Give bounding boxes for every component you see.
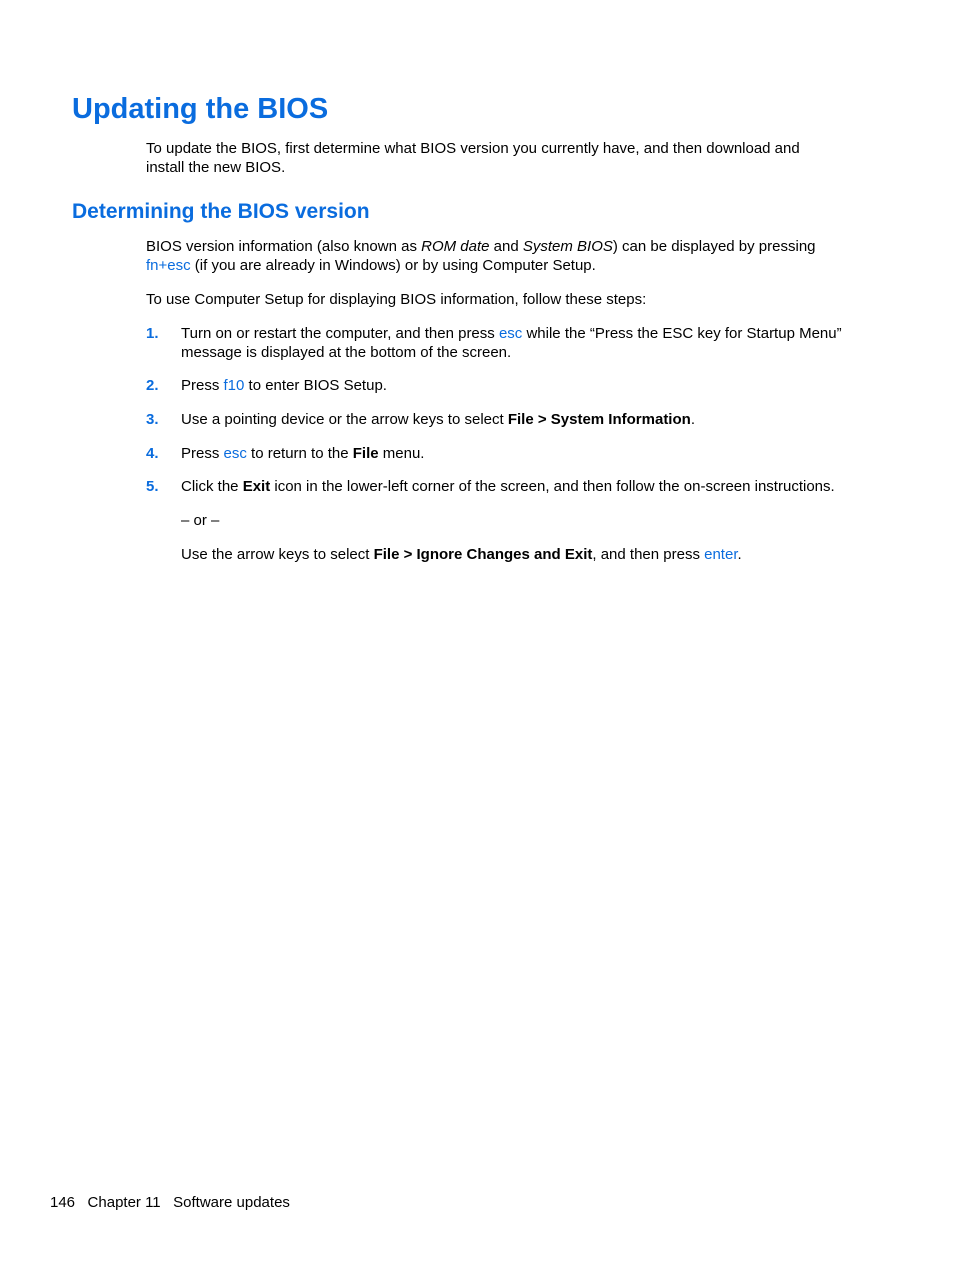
footer-section: Software updates <box>173 1194 290 1211</box>
system-bios-term: System BIOS <box>522 238 613 255</box>
step-1-text-line-1: Turn on or restart the computer, and then press esc while the “Press the ESC key for Startup Menu” <box>181 325 842 342</box>
step-4-text: Press esc to return to the File menu. <box>181 445 425 462</box>
step-3-text: Use a pointing device or the arrow keys to select File > System Information. <box>181 411 695 428</box>
bios-info-paragraph-line-1: BIOS version information (also known as ROM date and System BIOS) can be displayed by pressing <box>146 238 816 255</box>
file-menu: File <box>352 445 379 462</box>
intro-paragraph-line-1: To update the BIOS, first determine what BIOS version you currently have, and then download and <box>146 140 800 157</box>
esc-key: esc <box>223 445 247 462</box>
or-separator: – or – <box>181 512 220 529</box>
section-title: Determining the BIOS version <box>72 200 370 223</box>
fn-esc-key: fn+esc <box>146 257 191 274</box>
page-footer <box>50 1193 290 1212</box>
step-2-number: 2. <box>146 377 159 394</box>
step-5-number: 5. <box>146 478 159 495</box>
step-1-number: 1. <box>146 325 159 342</box>
intro-paragraph-line-2: install the new BIOS. <box>146 159 286 176</box>
step-5-text: Click the Exit icon in the lower-left corner of the screen, and then follow the on-screen instructions. <box>181 478 835 495</box>
step-1-text-line-2: message is displayed at the bottom of the screen. <box>181 344 512 361</box>
steps-intro-paragraph: To use Computer Setup for displaying BIOS information, follow these steps: <box>146 291 647 308</box>
esc-key: esc <box>498 325 523 342</box>
file-system-information-menu: File > System Information <box>507 411 691 428</box>
bios-info-paragraph-line-2: fn+esc (if you are already in Windows) or by using Computer Setup. <box>146 257 596 274</box>
enter-key: enter <box>704 546 738 563</box>
exit-icon-label: Exit <box>242 478 271 495</box>
f10-key: f10 <box>223 377 245 394</box>
file-ignore-changes-exit-menu: File > Ignore Changes and Exit <box>373 546 593 563</box>
page-title: Updating the BIOS <box>72 93 329 125</box>
step-2-text: Press f10 to enter BIOS Setup. <box>181 377 387 394</box>
rom-date-term: ROM date <box>421 238 490 255</box>
footer-chapter: Chapter 11 <box>87 1194 161 1211</box>
step-5-alternative-text: Use the arrow keys to select File > Ignore Changes and Exit, and then press enter. <box>181 546 742 563</box>
step-4-number: 4. <box>146 445 159 462</box>
step-3-number: 3. <box>146 411 159 428</box>
page-number: 146 <box>50 1194 76 1211</box>
